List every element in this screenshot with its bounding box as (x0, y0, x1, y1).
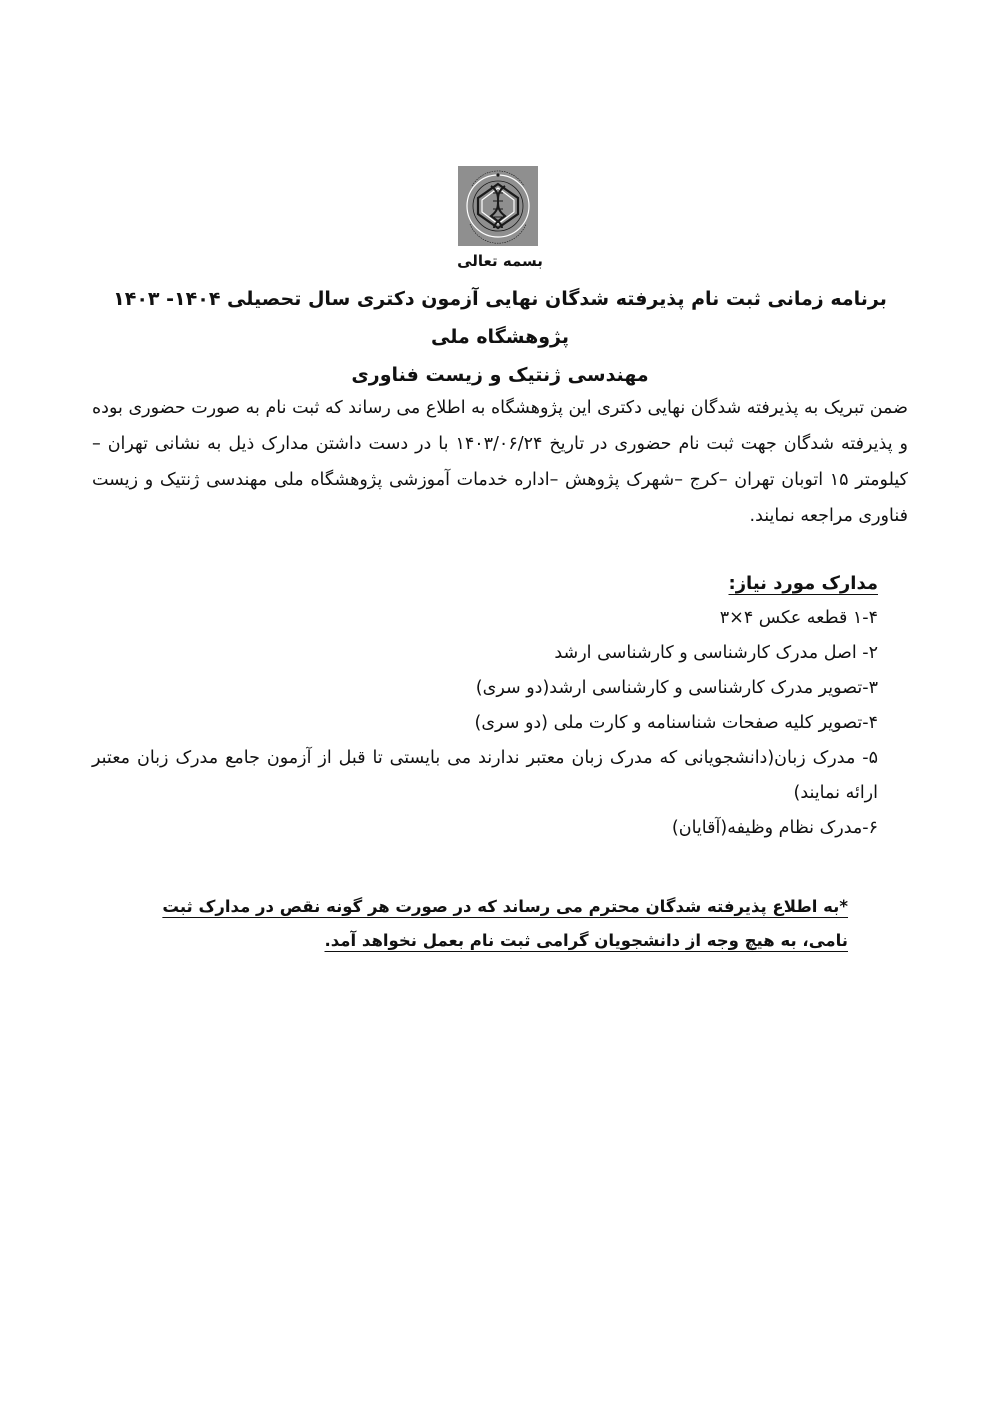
required-documents-heading: مدارک مورد نیاز: (728, 573, 878, 594)
important-notice (118, 890, 848, 958)
list-item: ۲- اصل مدرک کارشناسی و کارشناسی ارشد (554, 643, 878, 663)
title-line-2: مهندسی ژنتیک و زیست فناوری (351, 364, 649, 386)
required-documents-section (92, 566, 878, 846)
required-documents-list (92, 601, 878, 846)
institute-logo (458, 166, 538, 246)
list-item: ۴-تصویر کلیه صفحات شناسنامه و کارت ملی (دو سری) (474, 713, 878, 733)
list-item: ۵- مدرک زبان(دانشجویانی که مدرک زبان معتبر ندارند می بایستی تا قبل از آزمون جامع مدرک زبان معتبر ارائه نمایند) (92, 748, 878, 803)
notice-text: *به اطلاع پذیرفته شدگان محترم می رساند که در صورت هر گونه نقص در مدارک ثبت نامی، به هیچ وجه از دانشجویان گرامی ثبت نام بعمل نخواهد آمد. (162, 897, 848, 950)
dna-emblem-icon (458, 166, 538, 246)
basmala-heading: بسمه تعالی (457, 252, 543, 270)
list-item: ۱-۴ قطعه عکس ۴×۳ (719, 608, 878, 628)
list-item: ۶-مدرک نظام وظیفه(آقایان) (671, 818, 878, 838)
list-item: ۳-تصویر مدرک کارشناسی و کارشناسی ارشد(دو سری) (475, 678, 878, 698)
registration-paragraph: ضمن تبریک به پذیرفته شدگان نهایی دکتری این پژوهشگاه به اطلاع می رساند که ثبت نام به صورت حضوری بوده و پذیرفته شدگان جهت ثبت نام حضوری در تاریخ ۱۴۰۳/۰۶/۲۴ با در دست داشتن مدارک ذیل به نشانی تهران – کیلومتر ۱۵ اتوبان تهران –کرج –شهرک پژوهش –اداره خدمات آموزشی پژوهشگاه ملی مهندسی ژنتیک و زیست فناوری مراجعه نمایند. (92, 398, 908, 526)
title-line-1: برنامه زمانی ثبت نام پذیرفته شدگان نهایی آزمون دکتری سال تحصیلی ۱۴۰۴- ۱۴۰۳ پژوهشگاه ملی (113, 288, 887, 348)
page-title (95, 280, 905, 394)
